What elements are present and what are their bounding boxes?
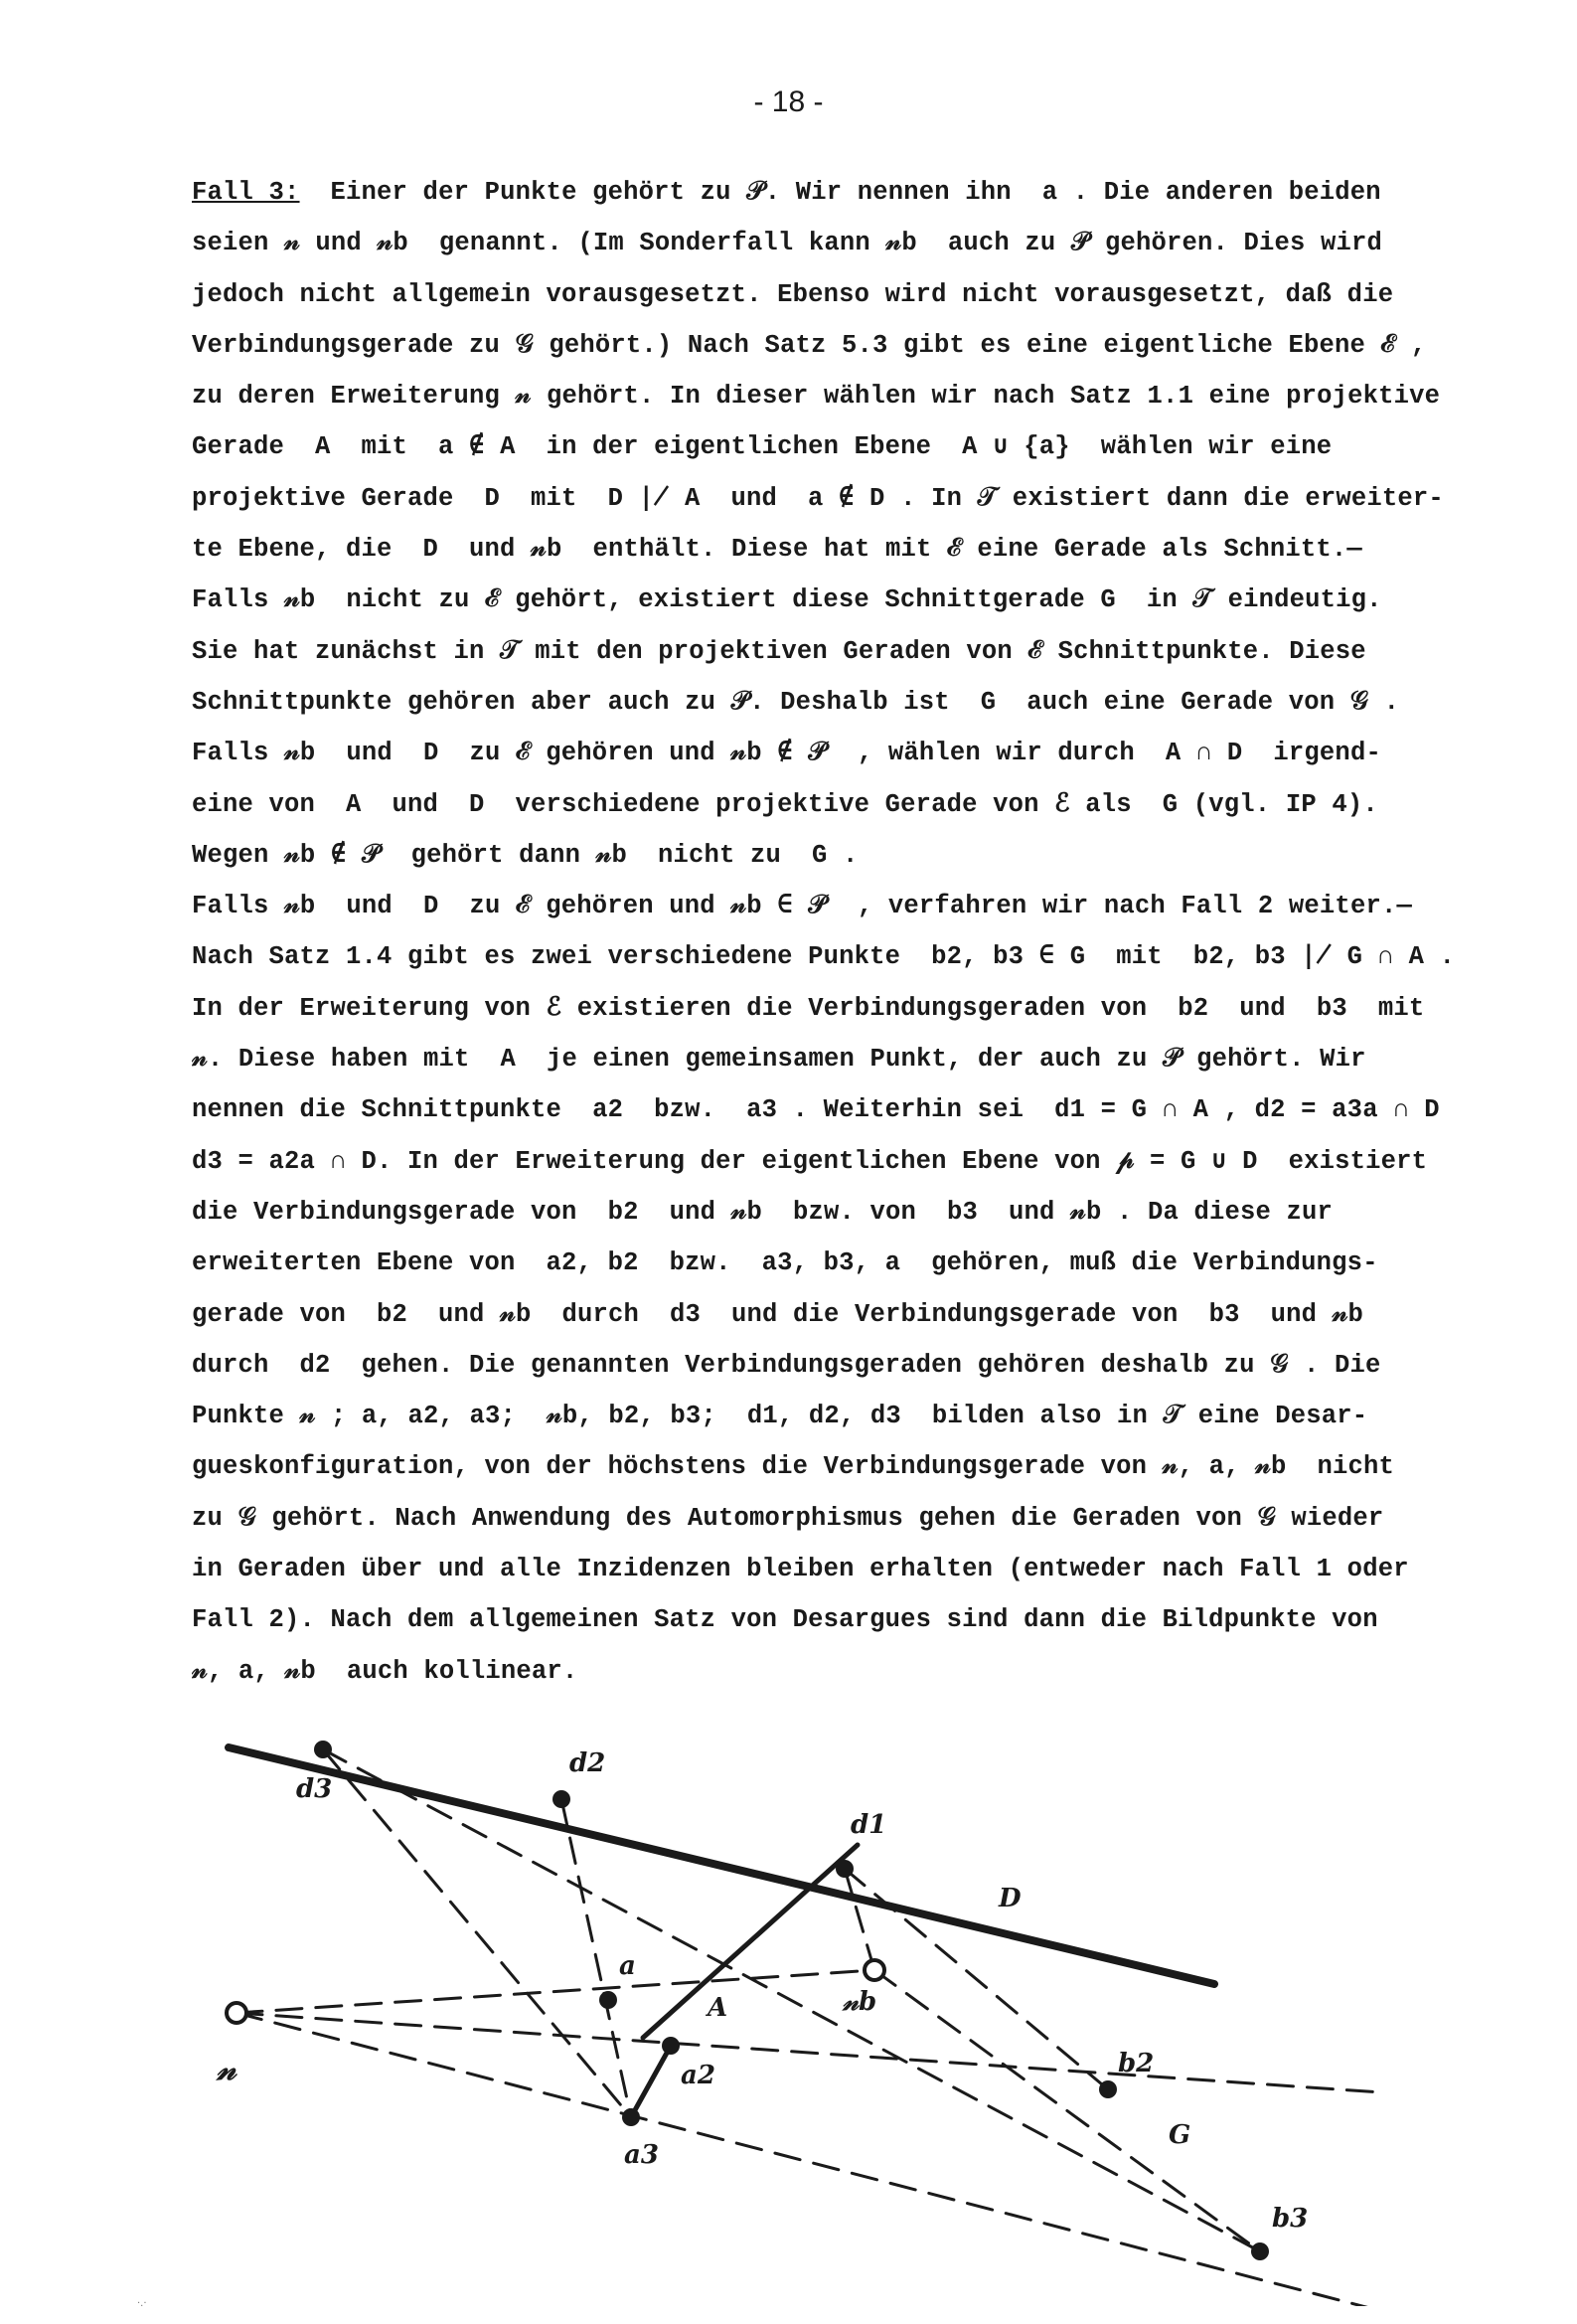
line-G <box>323 1749 1260 2251</box>
text-line: Gerade A mit a ∉ A in der eigentlichen Ebene A ∪ {a} wählen wir eine <box>192 432 1333 462</box>
line-n-to-b3 <box>237 2013 1381 2306</box>
line-nb-b3 <box>874 1970 1260 2251</box>
text-line: 𝓃, a, 𝓃b auch kollinear. <box>192 1656 578 1686</box>
label-n: 𝓃 <box>217 2050 237 2087</box>
text-line: gueskonfiguration, von der höchstens die Verbindungsgerade von 𝓃, a, 𝓃b nicht <box>192 1452 1395 1482</box>
text-line: projektive Gerade D mit D ∤ A und a ∉ D . In 𝒯 existiert dann die erweiter- <box>192 483 1444 513</box>
segment-a3-a2 <box>631 2046 671 2117</box>
text-line: durch d2 gehen. Die genannten Verbindungsgeraden gehören deshalb zu 𝒢 . Die <box>192 1350 1381 1380</box>
point-d3 <box>314 1741 332 1758</box>
label-d3: d3 <box>296 1774 333 1804</box>
text-line: d3 = a2a ∩ D. In der Erweiterung der eigentlichen Ebene von 𝓅 = G ∪ D existiert <box>192 1146 1428 1176</box>
text-line: zu 𝒢 gehört. Nach Anwendung des Automorphismus gehen die Geraden von 𝒢 wieder <box>192 1503 1384 1533</box>
label-A: A <box>708 1993 728 2023</box>
line-D <box>229 1747 1214 1984</box>
point-nb <box>865 1960 884 1980</box>
label-d1: d1 <box>851 1810 887 1840</box>
label-b2: b2 <box>1118 2049 1155 2078</box>
label-D: D <box>999 1884 1022 1913</box>
text-line: Falls 𝓃b nicht zu ℰ gehört, existiert diese Schnittgerade G in 𝒯 eindeutig. <box>192 585 1382 615</box>
text-line: Falls 𝓃b und D zu ℰ gehören und 𝓃b ∉ 𝒫 , wählen wir durch A ∩ D irgend- <box>192 739 1381 768</box>
text-line: in Geraden über und alle Inzidenzen bleiben erhalten (entweder nach Fall 1 oder <box>192 1555 1409 1584</box>
point-b3 <box>1251 2242 1269 2260</box>
label-a: a <box>619 1951 636 1981</box>
text-line: te Ebene, die D und 𝓃b enthält. Diese hat mit ℰ eine Gerade als Schnitt.— <box>192 535 1362 565</box>
text-line: Wegen 𝓃b ∉ 𝒫 gehört dann 𝓃b nicht zu G . <box>192 840 859 870</box>
text-line: 𝓃. Diese haben mit A je einen gemeinsamen Punkt, der auch zu 𝒫 gehört. Wir <box>192 1045 1366 1075</box>
text-line: Sie hat zunächst in 𝒯 mit den projektiven Geraden von ℰ Schnittpunkte. Diese <box>192 636 1366 666</box>
text-line: gerade von b2 und 𝓃b durch d3 und die Verbindungsgerade von b3 und 𝓃b <box>192 1299 1364 1329</box>
text-line: nennen die Schnittpunkte a2 bzw. a3 . Weiterhin sei d1 = G ∩ A , d2 = a3a ∩ D <box>192 1095 1440 1125</box>
text-line: die Verbindungsgerade von b2 und 𝓃b bzw. von b3 und 𝓃b . Da diese zur <box>192 1197 1333 1227</box>
text-line: Verbindungsgerade zu 𝒢 gehört.) Nach Satz 5.3 gibt es eine eigentliche Ebene ℰ , <box>192 330 1427 360</box>
point-n <box>227 2003 246 2023</box>
text-line: jedoch nicht allgemein vorausgesetzt. Ebenso wird nicht vorausgesetzt, daß die <box>192 279 1394 309</box>
text-line: seien 𝓃 und 𝓃b genannt. (Im Sonderfall kann 𝓃b auch zu 𝒫 gehören. Dies wird <box>192 229 1382 258</box>
text-line: Fall 2). Nach dem allgemeinen Satz von Desargues sind dann die Bildpunkte von <box>192 1605 1378 1635</box>
point-b2 <box>1099 2080 1117 2098</box>
body-text <box>192 167 1553 1697</box>
case-label: Fall 3: <box>192 178 300 207</box>
text-line: Nach Satz 1.4 gibt es zwei verschiedene Punkte b2, b3 ∈ G mit b2, b3 ∤ G ∩ A . <box>192 942 1456 972</box>
text-line-content: Einer der Punkte gehört zu 𝒫. Wir nennen ihn a . Die anderen beiden <box>330 178 1381 207</box>
point-a2 <box>662 2037 680 2055</box>
label-a2: a2 <box>681 2061 715 2090</box>
text-line: erweiterten Ebene von a2, b2 bzw. a3, b3, a gehören, muß die Verbindungs- <box>192 1248 1378 1278</box>
page-number: - 18 - <box>753 85 824 118</box>
point-a <box>599 1991 617 2009</box>
point-a3 <box>622 2108 640 2126</box>
text-line: eine von A und D verschiedene projektive Gerade von ℰ als G (vgl. IP 4). <box>192 789 1378 819</box>
text-line: Schnittpunkte gehören aber auch zu 𝒫. Deshalb ist G auch eine Gerade von 𝒢 . <box>192 687 1400 717</box>
line-n-to-b2 <box>237 2013 1381 2092</box>
label-G: G <box>1169 2120 1191 2150</box>
line-d1-nb <box>845 1869 874 1970</box>
label-b3: b3 <box>1272 2204 1309 2234</box>
text-line <box>192 167 1553 218</box>
line-n-to-nb <box>237 1970 874 2013</box>
desargues-figure <box>0 1710 1577 2306</box>
line-d1-b2 <box>845 1869 1108 2089</box>
text-line: Falls 𝓃b und D zu ℰ gehören und 𝓃b ∈ 𝒫 , verfahren wir nach Fall 2 weiter.— <box>192 892 1412 921</box>
label-a3: a3 <box>624 2140 659 2170</box>
label-nb: 𝓃b <box>843 1987 877 2017</box>
point-d1 <box>836 1860 854 1878</box>
text-line: In der Erweiterung von ℰ existieren die Verbindungsgeraden von b2 und b3 mit <box>192 993 1425 1023</box>
text-line: Punkte 𝓃 ; a, a2, a3; 𝓃b, b2, b3; d1, d2, d3 bilden also in 𝒯 eine Desar- <box>192 1402 1368 1431</box>
label-d2: d2 <box>569 1748 606 1778</box>
stray-mark: ·.· <box>137 2298 147 2306</box>
text-line: zu deren Erweiterung 𝓃 gehört. In dieser wählen wir nach Satz 1.1 eine projektive <box>192 382 1441 412</box>
point-d2 <box>552 1790 570 1808</box>
